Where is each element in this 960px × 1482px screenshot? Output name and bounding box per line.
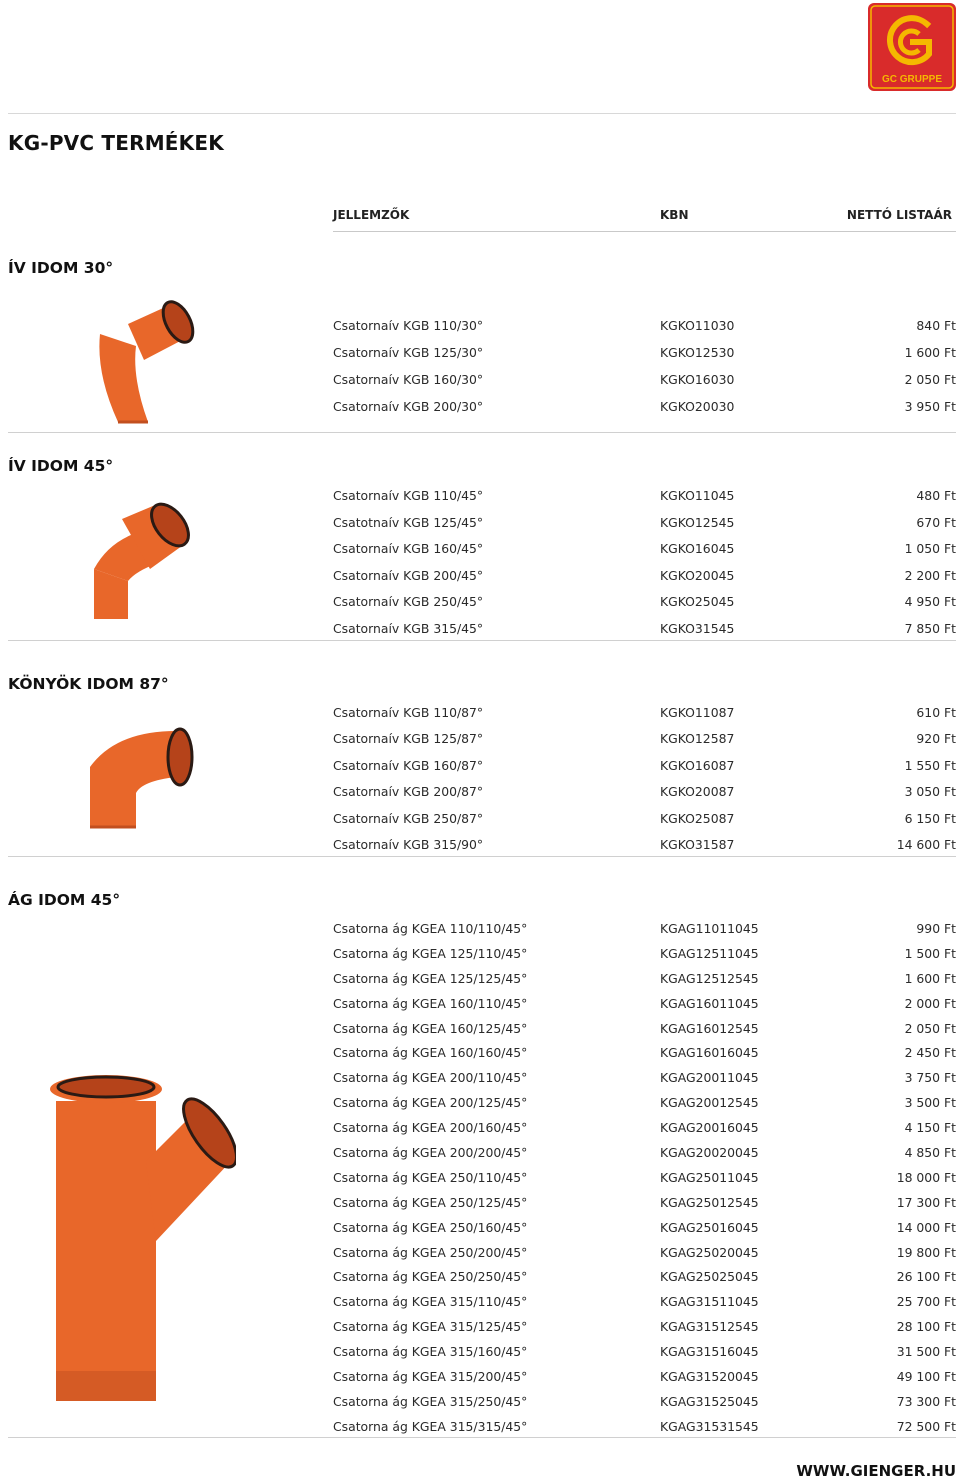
product-name: Csatorna ág KGEA 250/110/45° <box>333 1169 528 1185</box>
product-name: Csatornaív KGB 125/87° <box>333 731 484 747</box>
product-code: KGAG31516045 <box>660 1344 759 1360</box>
product-name: Csatornaív KGB 110/45° <box>333 488 484 503</box>
product-name: Csatornaív KGB 250/45° <box>333 594 484 610</box>
section-iv-idom-30 <box>8 259 956 444</box>
table-row <box>333 1419 956 1444</box>
product-name: Csatorna ág KGEA 250/125/45° <box>333 1194 528 1210</box>
table-row <box>333 731 956 757</box>
product-name: Csatorna ág KGEA 125/125/45° <box>333 970 528 986</box>
product-name: Csatornaív KGB 250/87° <box>333 810 484 826</box>
product-price: 73 300 Ft <box>896 1393 956 1409</box>
table-row <box>333 1369 956 1394</box>
table-row <box>333 1294 956 1319</box>
product-name: Csatorna ág KGEA 315/250/45° <box>333 1393 528 1409</box>
product-price: 6 150 Ft <box>904 810 956 826</box>
product-price: 26 100 Ft <box>896 1269 956 1285</box>
product-code: KGAG31511045 <box>660 1294 759 1310</box>
product-name: Csatornaív KGB 160/30° <box>333 372 484 387</box>
product-price: 31 500 Ft <box>896 1344 956 1360</box>
product-code: KGKO20030 <box>660 399 735 414</box>
table-row <box>333 1245 956 1270</box>
product-name: Csatorna ág KGEA 315/315/45° <box>333 1418 528 1434</box>
product-price: 14 600 Ft <box>896 836 956 852</box>
product-code: KGKO11030 <box>660 318 735 333</box>
product-price: 610 Ft <box>916 705 956 720</box>
product-name: Csatorna ág KGEA 250/160/45° <box>333 1219 528 1235</box>
table-row <box>333 1170 956 1195</box>
product-price: 28 100 Ft <box>896 1319 956 1335</box>
product-code: KGAG25025045 <box>660 1269 759 1285</box>
product-price: 1 600 Ft <box>904 345 956 360</box>
product-name: Csatornaív KGB 200/87° <box>333 784 484 800</box>
product-name: Csatorna ág KGEA 200/125/45° <box>333 1095 528 1111</box>
product-price: 920 Ft <box>916 731 956 747</box>
product-code: KGAG16016045 <box>660 1045 759 1061</box>
product-code: KGKO11045 <box>660 488 735 503</box>
product-price: 1 500 Ft <box>904 945 956 961</box>
product-code: KGAG20020045 <box>660 1145 759 1161</box>
product-name: Csatornaív KGB 200/30° <box>333 399 484 414</box>
product-list <box>333 318 956 426</box>
product-code: KGKO11087 <box>660 705 735 720</box>
table-row <box>333 515 956 542</box>
column-header-price: NETTÓ LISTAÁR <box>846 208 952 222</box>
product-price: 840 Ft <box>916 318 956 333</box>
table-row <box>333 1394 956 1419</box>
product-price: 25 700 Ft <box>896 1294 956 1310</box>
table-row <box>333 705 956 731</box>
product-code: KGAG16012545 <box>660 1020 759 1036</box>
product-code: KGAG31520045 <box>660 1369 759 1385</box>
product-name: Csatornaív KGB 110/30° <box>333 318 484 333</box>
product-code: KGKO31545 <box>660 620 735 636</box>
table-row <box>333 1269 956 1294</box>
product-name: Csatorna ág KGEA 200/110/45° <box>333 1070 528 1086</box>
product-code: KGAG16011045 <box>660 995 759 1011</box>
table-row <box>333 621 956 648</box>
product-price: 2 050 Ft <box>904 372 956 387</box>
product-price: 3 500 Ft <box>904 1095 956 1111</box>
website-url: WWW.GIENGER.HU <box>796 1462 956 1480</box>
product-name: Csatorna ág KGEA 250/200/45° <box>333 1244 528 1260</box>
product-name: Csatorna ág KGEA 250/250/45° <box>333 1269 528 1285</box>
product-price: 72 500 Ft <box>896 1418 956 1434</box>
table-row <box>333 1045 956 1070</box>
page-title: KG-PVC TERMÉKEK <box>8 131 224 155</box>
product-price: 17 300 Ft <box>896 1194 956 1210</box>
table-row <box>333 594 956 621</box>
product-price: 2 200 Ft <box>904 567 956 583</box>
product-name: Csatorna ág KGEA 160/125/45° <box>333 1020 528 1036</box>
section-title: KÖNYÖK IDOM 87° <box>8 675 169 693</box>
product-price: 3 050 Ft <box>904 784 956 800</box>
table-row <box>333 345 956 372</box>
product-price: 49 100 Ft <box>896 1369 956 1385</box>
product-name: Csatorna ág KGEA 200/160/45° <box>333 1120 528 1136</box>
product-price: 4 950 Ft <box>904 594 956 610</box>
product-list <box>333 488 956 648</box>
top-divider <box>8 113 956 114</box>
product-code: KGKO25045 <box>660 594 735 610</box>
section-iv-idom-45 <box>8 457 956 647</box>
column-header-divider <box>333 231 956 232</box>
product-price: 2 000 Ft <box>904 995 956 1011</box>
section-divider <box>8 1437 956 1438</box>
product-code: KGKO25087 <box>660 810 735 826</box>
product-price: 3 750 Ft <box>904 1070 956 1086</box>
table-row <box>333 1195 956 1220</box>
table-row <box>333 946 956 971</box>
product-price: 4 150 Ft <box>904 1120 956 1136</box>
product-code: KGAG25020045 <box>660 1244 759 1260</box>
product-name: Csatotnaív KGB 125/45° <box>333 514 484 530</box>
product-list <box>333 705 956 863</box>
gc-gruppe-logo <box>867 2 957 92</box>
section-konyok-idom-87 <box>8 675 956 865</box>
table-row <box>333 372 956 399</box>
product-price: 3 950 Ft <box>904 399 956 414</box>
section-divider <box>8 432 956 433</box>
product-code: KGKO16087 <box>660 757 735 773</box>
product-name: Csatornaív KGB 160/87° <box>333 757 484 773</box>
logo-text: GC GRUPPE <box>881 74 943 85</box>
product-price: 990 Ft <box>916 921 956 936</box>
product-code: KGKO16045 <box>660 541 735 557</box>
product-name: Csatornaív KGB 125/30° <box>333 345 484 360</box>
product-price: 1 050 Ft <box>904 541 956 557</box>
product-code: KGAG12511045 <box>660 945 759 961</box>
table-row <box>333 1145 956 1170</box>
product-price: 2 450 Ft <box>904 1045 956 1061</box>
product-code: KGAG20012545 <box>660 1095 759 1111</box>
product-code: KGAG25012545 <box>660 1194 759 1210</box>
product-price: 2 050 Ft <box>904 1020 956 1036</box>
table-row <box>333 837 956 863</box>
table-row <box>333 541 956 568</box>
product-code: KGKO31587 <box>660 836 735 852</box>
section-title: ÁG IDOM 45° <box>8 891 121 909</box>
product-name: Csatorna ág KGEA 315/125/45° <box>333 1319 528 1335</box>
table-row <box>333 1095 956 1120</box>
section-ag-idom-45 <box>8 891 956 1451</box>
table-row <box>333 568 956 595</box>
product-code: KGAG31531545 <box>660 1418 759 1434</box>
product-code: KGAG31525045 <box>660 1393 759 1409</box>
section-divider <box>8 640 956 641</box>
table-row <box>333 488 956 515</box>
table-row <box>333 1220 956 1245</box>
table-row <box>333 784 956 810</box>
table-row <box>333 971 956 996</box>
product-code: KGKO20045 <box>660 567 735 583</box>
section-title: ÍV IDOM 30° <box>8 259 114 277</box>
product-list <box>333 921 956 1444</box>
product-code: KGAG31512545 <box>660 1319 759 1335</box>
pipe-bend-30-image <box>88 294 198 424</box>
product-code: KGKO16030 <box>660 372 735 387</box>
pipe-bend-45-image <box>88 499 198 624</box>
table-row <box>333 318 956 345</box>
section-title: ÍV IDOM 45° <box>8 457 114 475</box>
table-row <box>333 1021 956 1046</box>
table-row <box>333 921 956 946</box>
column-header-code: KBN <box>660 208 689 222</box>
product-code: KGAG20016045 <box>660 1120 759 1136</box>
product-name: Csatorna ág KGEA 160/110/45° <box>333 995 528 1011</box>
product-name: Csatorna ág KGEA 200/200/45° <box>333 1145 528 1161</box>
product-price: 7 850 Ft <box>904 620 956 636</box>
pipe-elbow-87-image <box>86 723 206 833</box>
section-divider <box>8 856 956 857</box>
product-name: Csatornaív KGB 110/87° <box>333 705 484 720</box>
product-name: Csatornaív KGB 160/45° <box>333 541 484 557</box>
product-code: KGKO12545 <box>660 514 735 530</box>
product-price: 14 000 Ft <box>896 1219 956 1235</box>
product-name: Csatorna ág KGEA 110/110/45° <box>333 921 528 936</box>
table-row <box>333 758 956 784</box>
product-name: Csatornaív KGB 315/45° <box>333 620 484 636</box>
product-name: Csatornaív KGB 200/45° <box>333 567 484 583</box>
column-header-features: JELLEMZŐK <box>333 208 410 222</box>
product-name: Csatorna ág KGEA 315/200/45° <box>333 1369 528 1385</box>
table-row <box>333 996 956 1021</box>
product-code: KGAG20011045 <box>660 1070 759 1086</box>
table-row <box>333 1344 956 1369</box>
product-name: Csatorna ág KGEA 125/110/45° <box>333 945 528 961</box>
product-price: 670 Ft <box>916 514 956 530</box>
product-name: Csatorna ág KGEA 315/160/45° <box>333 1344 528 1360</box>
product-code: KGKO12530 <box>660 345 735 360</box>
product-code: KGAG25011045 <box>660 1169 759 1185</box>
table-row <box>333 1319 956 1344</box>
table-row <box>333 1120 956 1145</box>
product-code: KGKO20087 <box>660 784 735 800</box>
product-name: Csatornaív KGB 315/90° <box>333 836 484 852</box>
product-price: 19 800 Ft <box>896 1244 956 1260</box>
product-price: 480 Ft <box>916 488 956 503</box>
product-name: Csatorna ág KGEA 315/110/45° <box>333 1294 528 1310</box>
table-row <box>333 811 956 837</box>
product-code: KGAG12512545 <box>660 970 759 986</box>
pipe-branch-45-image <box>46 1071 236 1401</box>
product-name: Csatorna ág KGEA 160/160/45° <box>333 1045 528 1061</box>
table-row <box>333 1070 956 1095</box>
product-price: 4 850 Ft <box>904 1145 956 1161</box>
product-price: 18 000 Ft <box>896 1169 956 1185</box>
product-code: KGKO12587 <box>660 731 735 747</box>
product-price: 1 550 Ft <box>904 757 956 773</box>
product-price: 1 600 Ft <box>904 970 956 986</box>
product-code: KGAG25016045 <box>660 1219 759 1235</box>
table-row <box>333 399 956 426</box>
product-code: KGAG11011045 <box>660 921 759 936</box>
